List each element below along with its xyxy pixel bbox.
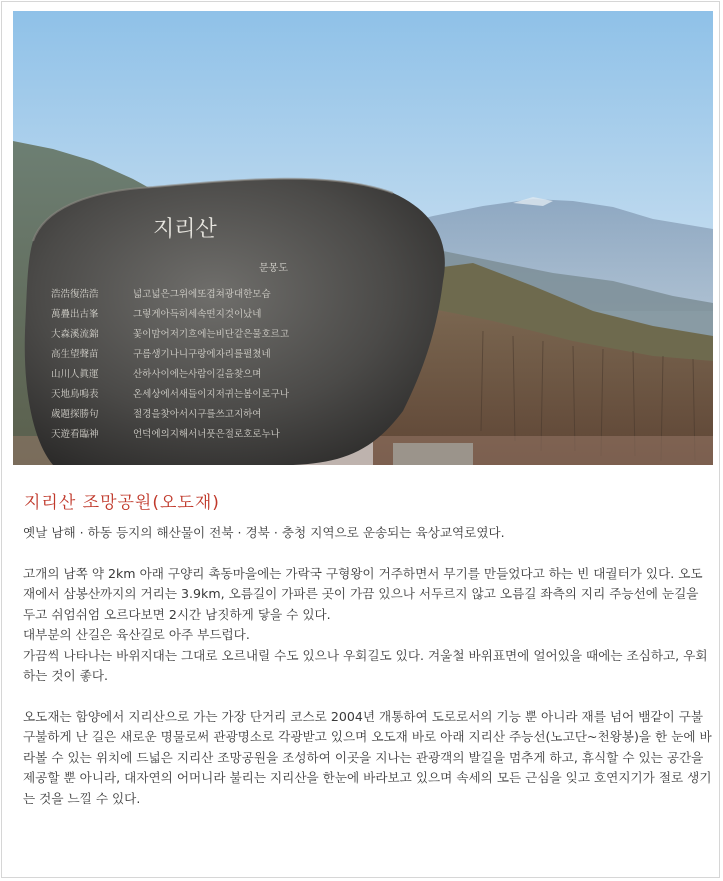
stone-hangul-line: 온세상에서새들이지저귀는봄이로구나 [133,389,290,400]
article-paragraph: 오도재는 함양에서 지리산으로 가는 가장 단거리 코스로 2004년 개통하여 도로로서의 기능 뿐 아니라 재를 넘어 뱀같이 구불구불하게 난 길은 새로운 명물로써 관광명소로 각광받고 있으며 오도재 바로 아래 지리산 주능선(노고단~천왕봉)을 한 눈에 바라볼 수 있는 위치에 드넓은 지리산 조망공원을 조성하여 이곳을 지나는 관광객의 발길을 멈추게 하고, 휴식할 수 있는 공간을 제공할 뿐 아니라, 대자연의 어머니라 불리는 지리산을 한눈에 바라보고 있으며 속세의 모든 근심을 잊고 호연지기가 절로 생기는 것을 느낄 수 있다. [23,708,712,806]
article-body [23,523,713,809]
stone-hanja-line: 歲題探勝句 [51,409,99,420]
stone-hanja-line: 山川人眞運 [51,369,99,380]
stone-hanja-line: 浩浩復浩浩 [51,289,99,300]
article-paragraph: 고개의 남쪽 약 2km 아래 구양리 촉동마을에는 가락국 구형왕이 거주하면서 무기를 만들었다고 하는 빈 대궐터가 있다. 오도재에서 삼봉산까지의 거리는 3.9km, 오름길이 가파른 곳이 가끔 있으나 서두르지 않고 오름길 좌측의 지리 주능선에 눈길을 두고 쉬엄쉬엄 오르다보면 2시간 남짓하게 닿을 수 있다. [23,565,703,622]
stone-hanja-line: 天地鳥鳴表 [51,389,99,400]
stone-title: 지리산 [153,217,217,242]
article-paragraph: 대부분의 산길은 육산길로 아주 부드럽다. [23,627,250,642]
article-paragraph: 가끔씩 나타나는 바위지대는 그대로 오르내릴 수도 있으나 우회길도 있다. 겨울철 바위표면에 얼어있을 때에는 조심하고, 우회하는 것이 좋다. [23,647,708,683]
content-card [1,1,720,878]
memorial-stone [25,179,445,465]
stone-hangul-line: 꽃이맘어저기흐에는비단같은물호르고 [133,329,290,340]
stone-hangul-line: 그렇게아득히세속떤지것이났네 [133,309,262,320]
article-title: 지리산 조망공원(오도재) [24,493,220,513]
stone-hangul-line: 구름생기나니구랑에자리를펼쳤네 [133,349,271,360]
article-paragraph: 옛날 남해 · 하동 등지의 해산물이 전북 · 경북 · 충청 지역으로 운송되는 육상교역로였다. [23,525,505,540]
stone-hanja-line: 高生望聲苗 [51,349,99,360]
stone-hanja-line: 萬疊出古峯 [51,309,99,320]
stone-hangul-line: 언덕에의지해서너풋은절로호로누나 [133,429,280,440]
jirisan-stone-photo [13,11,713,465]
stone-hangul-line: 산하사이에는사람이길을찾으며 [133,369,262,380]
stone-hanja-line: 大森溪流錦 [51,329,99,340]
stone-hangul-line: 절경을찾아서시구를쓰고지하여 [133,409,262,420]
stone-hangul-line: 넓고넓은그위에또겹쳐광대한모습 [133,289,271,300]
stone-author: 문몽도 [259,263,288,274]
stone-hanja-line: 天遊看臨神 [51,429,99,440]
